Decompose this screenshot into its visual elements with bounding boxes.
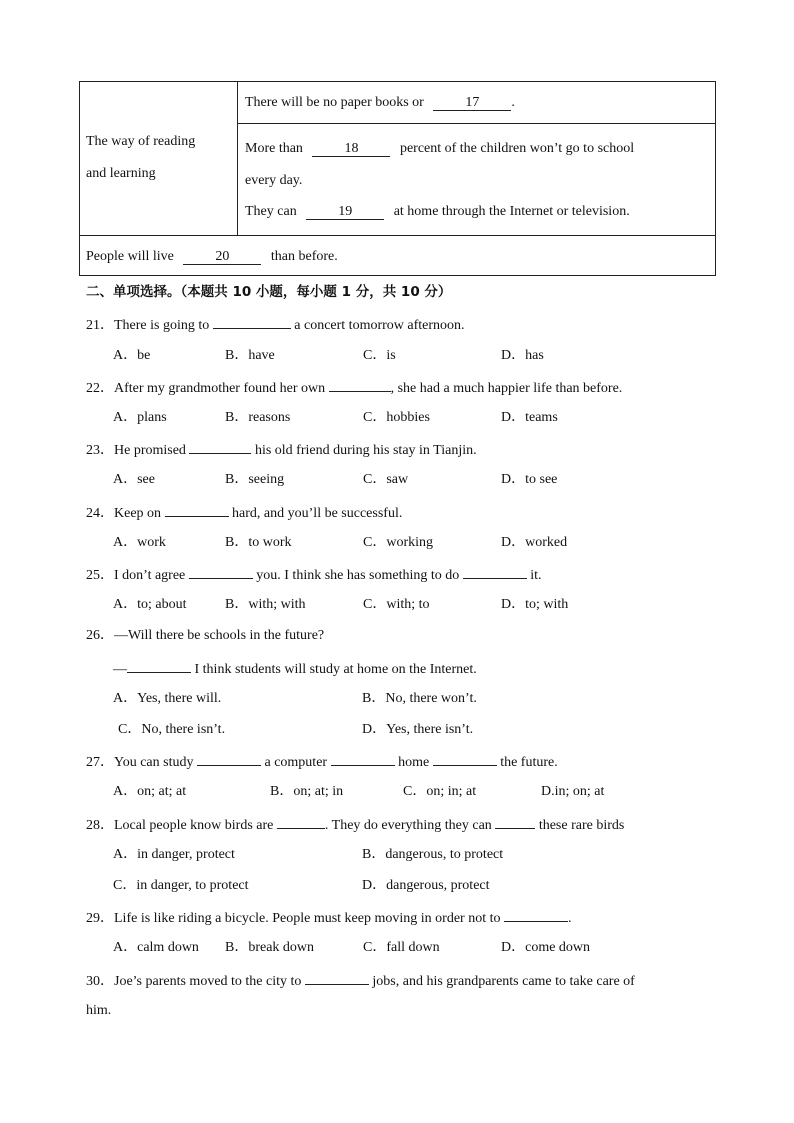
blank-line — [197, 752, 261, 766]
option-b[interactable]: B．with; with — [225, 597, 306, 612]
table-row: People will live 20 than before. — [86, 249, 338, 264]
option-c[interactable]: C．with; to — [363, 597, 430, 612]
table-row-cont: every day. — [245, 173, 303, 188]
option-d[interactable]: D．dangerous, protect — [362, 878, 490, 893]
option-b[interactable]: B．No, there won’t. — [362, 691, 477, 706]
option-b[interactable]: B．reasons — [225, 410, 291, 425]
option-b[interactable]: B．on; at; in — [270, 784, 344, 799]
table-row: There will be no paper books or 17 . — [245, 95, 515, 110]
answer-blank: 18 — [312, 141, 390, 157]
option-b[interactable]: B．break down — [225, 940, 315, 955]
option-d[interactable]: D．come down — [501, 940, 591, 955]
reading-table — [79, 81, 716, 276]
question-30-cont: him. — [86, 1003, 112, 1018]
blank-line — [213, 315, 291, 329]
question-21: 21．There is going to a concert tomorrow afternoon. — [86, 315, 465, 335]
option-b[interactable]: B．seeing — [225, 472, 285, 487]
blank-line — [305, 971, 369, 985]
blank-line — [504, 908, 568, 922]
option-a[interactable]: A．Yes, there will. — [113, 691, 222, 706]
option-b[interactable]: B．to work — [225, 535, 292, 550]
blank-line — [127, 659, 191, 673]
option-a[interactable]: A．on; at; at — [113, 784, 187, 799]
answer-blank: 17 — [433, 95, 511, 111]
blank-line — [329, 378, 391, 392]
table-divider — [237, 82, 238, 235]
answer-blank: 20 — [183, 249, 261, 265]
option-a[interactable]: A．to; about — [113, 597, 187, 612]
option-c[interactable]: C．is — [363, 348, 396, 363]
section-title: 二、单项选择。（本题共 10 小题，每小题 1 分，共 10 分） — [86, 284, 452, 300]
option-b[interactable]: B．have — [225, 348, 275, 363]
question-30: 30．Joe’s parents moved to the city to jobs, and his grandparents came to take care of — [86, 971, 635, 991]
option-b[interactable]: B．dangerous, to protect — [362, 847, 504, 862]
option-d[interactable]: D．Yes, there isn’t. — [362, 722, 474, 737]
table-row: More than 18 percent of the children won’t go to school — [245, 141, 635, 156]
blank-line — [433, 752, 497, 766]
blank-line — [463, 565, 527, 579]
table-row: They can 19 at home through the Internet or television. — [245, 204, 630, 219]
option-c[interactable]: C．No, there isn’t. — [118, 722, 226, 737]
option-d[interactable]: D．teams — [501, 410, 558, 425]
blank-line — [495, 815, 535, 829]
option-c[interactable]: C．hobbies — [363, 410, 430, 425]
question-26-reply: — I think students will study at home on the Internet. — [113, 659, 477, 679]
blank-line — [277, 815, 325, 829]
option-a[interactable]: A．be — [113, 348, 151, 363]
blank-line — [189, 440, 251, 454]
option-c[interactable]: C．on; in; at — [403, 784, 477, 799]
table-divider — [237, 123, 715, 124]
option-a[interactable]: A．calm down — [113, 940, 199, 955]
option-a[interactable]: A．see — [113, 472, 155, 487]
question-29: 29．Life is like riding a bicycle. People must keep moving in order not to . — [86, 908, 571, 928]
option-d[interactable]: D．has — [501, 348, 544, 363]
option-c[interactable]: C．fall down — [363, 940, 440, 955]
option-a[interactable]: A．in danger, protect — [113, 847, 235, 862]
option-d[interactable]: D．to see — [501, 472, 558, 487]
row-header-line: The way of reading — [86, 134, 196, 149]
option-c[interactable]: C．saw — [363, 472, 409, 487]
option-c[interactable]: C．working — [363, 535, 433, 550]
question-27: 27．You can study a computer home the future. — [86, 752, 558, 772]
blank-line — [331, 752, 395, 766]
question-22: 22．After my grandmother found her own , she had a much happier life than before. — [86, 378, 622, 398]
blank-line — [189, 565, 253, 579]
option-d[interactable]: D．worked — [501, 535, 568, 550]
blank-line — [165, 503, 229, 517]
answer-blank: 19 — [306, 204, 384, 220]
question-26: 26．—Will there be schools in the future? — [86, 628, 325, 643]
option-d[interactable]: D．to; with — [501, 597, 569, 612]
table-divider — [80, 235, 715, 236]
row-header-line: and learning — [86, 166, 156, 181]
option-d[interactable]: D.in; on; at — [541, 784, 605, 799]
option-a[interactable]: A．work — [113, 535, 166, 550]
option-a[interactable]: A．plans — [113, 410, 167, 425]
question-23: 23．He promised his old friend during his stay in Tianjin. — [86, 440, 477, 460]
option-c[interactable]: C．in danger, to protect — [113, 878, 249, 893]
question-28: 28．Local people know birds are . They do everything they can these rare birds — [86, 815, 624, 835]
question-25: 25．I don’t agree you. I think she has something to do it. — [86, 565, 542, 585]
question-24: 24．Keep on hard, and you’ll be successful. — [86, 503, 402, 523]
